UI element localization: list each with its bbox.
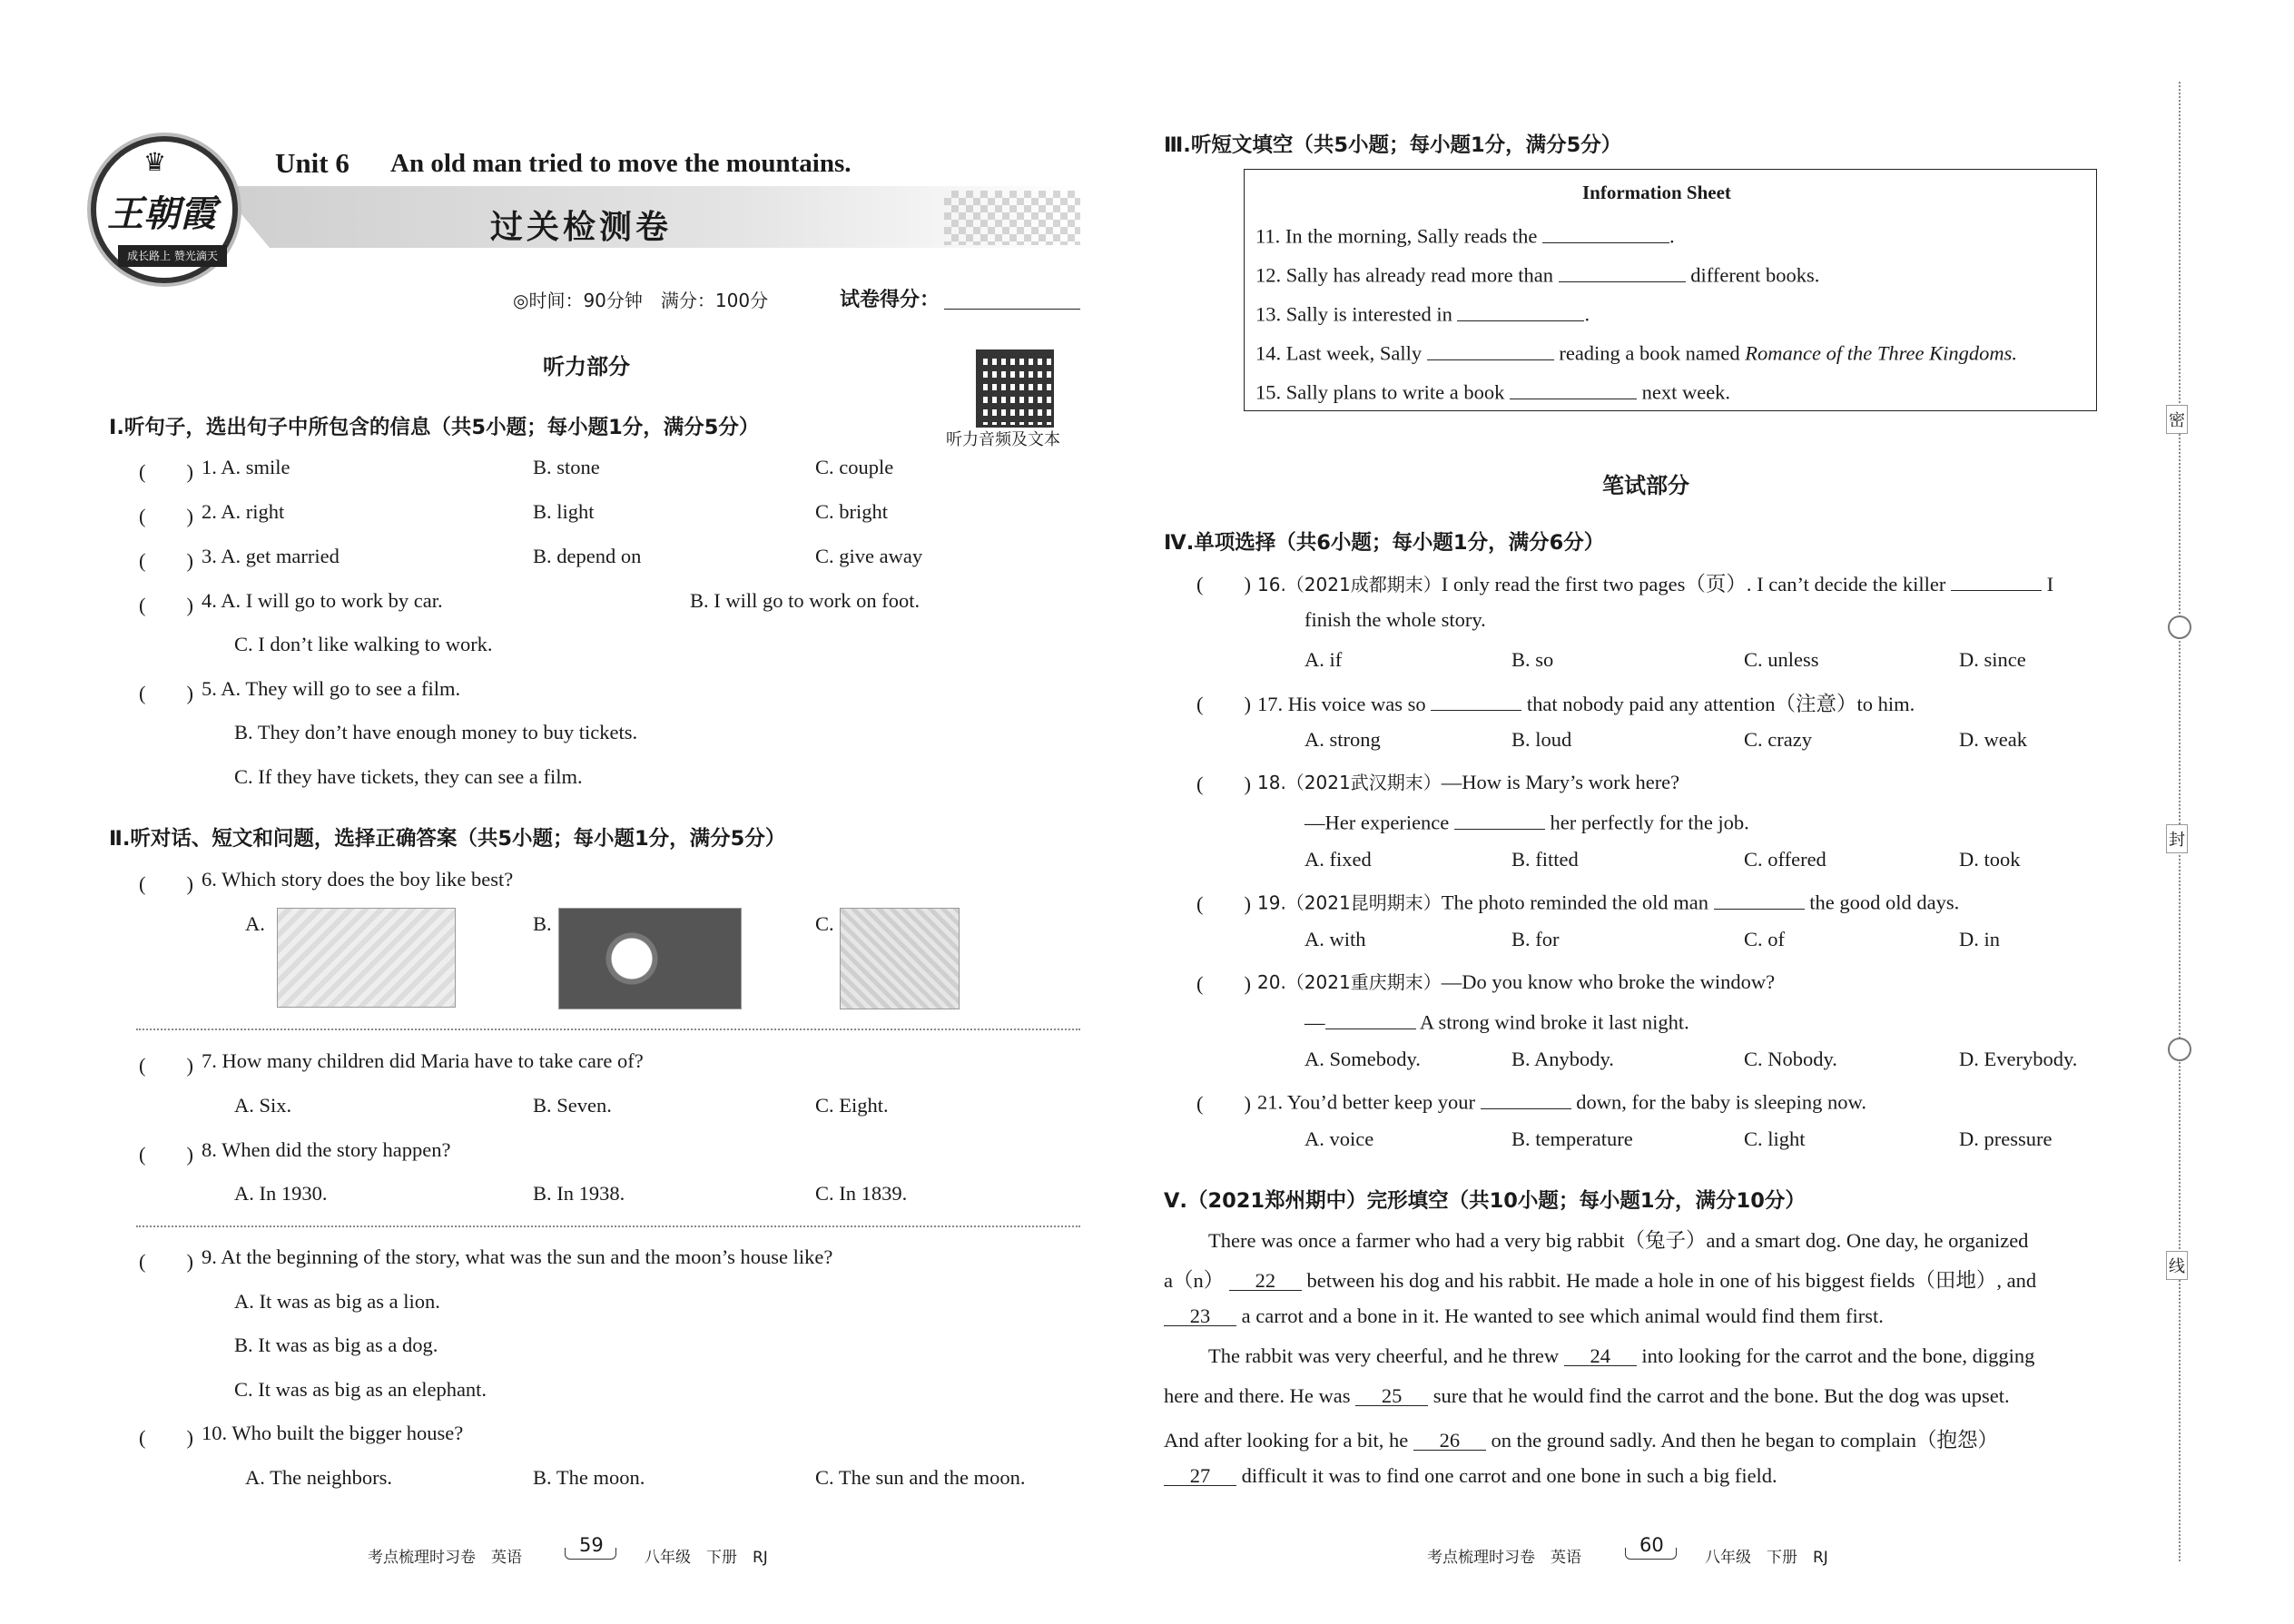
q18-a: A. fixed bbox=[1305, 848, 1372, 871]
blank-21[interactable] bbox=[1481, 1088, 1571, 1109]
info-line-14 bbox=[1255, 339, 2017, 366]
section-4-title: Ⅳ.单项选择（共6小题；每小题1分，满分6分） bbox=[1164, 531, 1605, 555]
info-sheet-box bbox=[1244, 169, 2097, 411]
blank-26[interactable] bbox=[1413, 1429, 1486, 1451]
q18-text: —How is Mary’s work here? bbox=[1441, 771, 1680, 793]
logo-text: 王朝霞 bbox=[107, 193, 216, 235]
q21-a: A. voice bbox=[1305, 1127, 1374, 1150]
q18-line2 bbox=[1305, 808, 1749, 835]
paren[interactable]: ( ) bbox=[139, 594, 193, 616]
q7-b: B. Seven. bbox=[533, 1094, 612, 1117]
writing-title: 笔试部分 bbox=[1602, 473, 1689, 498]
paren[interactable]: ( ) bbox=[139, 682, 193, 704]
q4-a: 4. A. I will go to work by car. bbox=[202, 589, 443, 612]
q18-source: 18.（2021武汉期末） bbox=[1257, 772, 1442, 793]
q17-text-end: that nobody paid any attention（注意）to him. bbox=[1526, 693, 1915, 715]
q18-c: C. offered bbox=[1744, 848, 1826, 871]
cloze-line-3 bbox=[1164, 1304, 1884, 1328]
section-3-title: Ⅲ.听短文填空（共5小题；每小题1分，满分5分） bbox=[1164, 133, 1622, 157]
q3-a: 3. A. get married bbox=[202, 545, 340, 567]
unit-title: An old man tried to move the mountains. bbox=[390, 149, 852, 178]
q20-dash: — bbox=[1305, 1010, 1325, 1034]
q8-b: B. In 1938. bbox=[533, 1182, 625, 1205]
score-label: 试卷得分： bbox=[840, 289, 940, 311]
blank-24[interactable] bbox=[1564, 1344, 1637, 1366]
q20-source: 20.（2021重庆期末） bbox=[1257, 971, 1442, 993]
q17-a: A. strong bbox=[1305, 728, 1381, 751]
paren[interactable]: ( ) bbox=[1196, 1092, 1251, 1115]
paren[interactable]: ( ) bbox=[1196, 773, 1251, 795]
info-line-12 bbox=[1255, 261, 1819, 288]
margin-icon-2 bbox=[2168, 1038, 2191, 1061]
q16-text-end: I bbox=[2046, 573, 2054, 595]
cloze-line-4 bbox=[1208, 1344, 2034, 1368]
margin-mark-2: 封 bbox=[2166, 824, 2188, 853]
q21-text: 21. You’d better keep your bbox=[1257, 1090, 1475, 1114]
q16-b: B. so bbox=[1511, 648, 1554, 671]
cloze-5-pre: here and there. He was bbox=[1164, 1384, 1351, 1407]
q21-line1 bbox=[1257, 1088, 1866, 1115]
q7-a: A. Six. bbox=[234, 1094, 292, 1117]
cloze-line-5 bbox=[1164, 1384, 2010, 1408]
divider bbox=[136, 1225, 1080, 1227]
info-12-text: 12. Sally has already read more than bbox=[1255, 263, 1554, 287]
logo-ribbon bbox=[118, 245, 227, 267]
info-14-mid: reading a book named bbox=[1559, 341, 1740, 365]
blank-17[interactable] bbox=[1431, 690, 1521, 712]
cloze-4-pre: The rabbit was very cheerful, and he threw bbox=[1208, 1344, 1560, 1367]
q19-c: C. of bbox=[1744, 928, 1785, 950]
info-15-end: next week. bbox=[1641, 380, 1731, 404]
q5-a: 5. A. They will go to see a film. bbox=[202, 677, 461, 700]
q18-text2-end: her perfectly for the job. bbox=[1550, 811, 1749, 834]
q10-stem: 10. Who built the bigger house? bbox=[202, 1422, 464, 1444]
q6-a: A. bbox=[245, 912, 265, 935]
divider bbox=[136, 1029, 1080, 1030]
q18-d: D. took bbox=[1959, 848, 2021, 871]
info-11-text: 11. In the morning, Sally reads the bbox=[1255, 224, 1538, 248]
info-11-end: . bbox=[1669, 224, 1675, 248]
logo-crown-icon: ♛ bbox=[143, 149, 167, 177]
q19-source: 19.（2021昆明期末） bbox=[1257, 891, 1442, 914]
paren[interactable]: ( ) bbox=[139, 549, 193, 572]
q9-a: A. It was as big as a lion. bbox=[234, 1290, 440, 1313]
paren[interactable]: ( ) bbox=[139, 460, 193, 483]
logo-sub2: 赞光滴天 bbox=[173, 250, 218, 262]
q17-b: B. loud bbox=[1511, 728, 1572, 751]
q9-c: C. It was as big as an elephant. bbox=[234, 1378, 487, 1401]
info-14-text: 14. Last week, Sally bbox=[1255, 341, 1423, 365]
margin-mark-3: 线 bbox=[2166, 1251, 2188, 1280]
page-number-bracket bbox=[1625, 1548, 1677, 1560]
paren[interactable]: ( ) bbox=[139, 1054, 193, 1077]
q6-b: B. bbox=[533, 912, 552, 935]
q9-stem: 9. At the beginning of the story, what was the sun and the moon’s house like? bbox=[202, 1245, 833, 1268]
info-14-book: Romance of the Three Kingdoms. bbox=[1745, 341, 2018, 365]
q20-a: A. Somebody. bbox=[1305, 1048, 1421, 1070]
q19-text: The photo reminded the old man bbox=[1441, 891, 1709, 914]
cloze-line-1: There was once a farmer who had a very big rabbit（兔子）and a smart dog. One day, he organized bbox=[1208, 1229, 2029, 1252]
q10-c: C. The sun and the moon. bbox=[815, 1466, 1026, 1489]
blank-11[interactable] bbox=[1542, 221, 1669, 243]
blank-22-num: 22 bbox=[1255, 1269, 1276, 1292]
paren[interactable]: ( ) bbox=[1196, 693, 1251, 715]
binding-line bbox=[2179, 82, 2181, 1561]
q6-picture-c[interactable] bbox=[840, 908, 960, 1009]
cloze-2-post: between his dog and his rabbit. He made a hole in one of his biggest fields（田地）, and bbox=[1306, 1269, 2037, 1292]
footer-grade: 八年级 下册 RJ bbox=[1705, 1549, 1828, 1567]
blank-20[interactable] bbox=[1325, 1008, 1416, 1029]
q20-c: C. Nobody. bbox=[1744, 1048, 1837, 1070]
unit-label: Unit 6 bbox=[275, 147, 350, 179]
q9-b: B. It was as big as a dog. bbox=[234, 1334, 438, 1356]
q16-line2: finish the whole story. bbox=[1305, 608, 1486, 631]
info-13-text: 13. Sally is interested in bbox=[1255, 302, 1452, 326]
q1-b: B. stone bbox=[533, 456, 600, 478]
info-12-end: different books. bbox=[1690, 263, 1820, 287]
blank-12[interactable] bbox=[1559, 261, 1686, 282]
section-5-title: Ⅴ.（2021郑州期中）完形填空（共10小题；每小题1分，满分10分） bbox=[1164, 1189, 1806, 1213]
q16-text: I only read the first two pages（页）. I can’t decide the killer bbox=[1441, 573, 1946, 595]
cloze-7-text: difficult it was to find one carrot and one bone in such a big field. bbox=[1241, 1464, 1777, 1487]
q17-c: C. crazy bbox=[1744, 728, 1812, 751]
blank-18[interactable] bbox=[1454, 808, 1545, 830]
footer-grade: 八年级 下册 RJ bbox=[645, 1549, 768, 1567]
blank-22[interactable] bbox=[1229, 1269, 1302, 1291]
q17-line1 bbox=[1257, 688, 1915, 717]
paren[interactable]: ( ) bbox=[1196, 972, 1251, 995]
q1-a: 1. A. smile bbox=[202, 456, 290, 478]
q16-line1 bbox=[1257, 568, 2053, 597]
q18-line1 bbox=[1257, 768, 1679, 794]
q20-line2 bbox=[1305, 1008, 1689, 1035]
info-sheet-title: Information Sheet bbox=[1582, 182, 1731, 203]
q17-text: 17. His voice was so bbox=[1257, 693, 1426, 715]
blank-26-num: 26 bbox=[1439, 1429, 1461, 1452]
q6-picture-b[interactable] bbox=[558, 908, 742, 1009]
paren[interactable]: ( ) bbox=[139, 1250, 193, 1273]
q19-d: D. in bbox=[1959, 928, 2000, 950]
q18-text2: —Her experience bbox=[1305, 811, 1450, 834]
checker-pattern bbox=[944, 191, 1080, 245]
paren[interactable]: ( ) bbox=[139, 505, 193, 527]
q1-c: C. couple bbox=[815, 456, 894, 478]
q19-text-end: the good old days. bbox=[1809, 891, 1960, 914]
blank-24-num: 24 bbox=[1590, 1344, 1610, 1367]
q16-c: C. unless bbox=[1744, 648, 1819, 671]
cloze-4-post: into looking for the carrot and the bone, digging bbox=[1641, 1344, 2035, 1367]
q6-stem: 6. Which story does the boy like best? bbox=[202, 868, 514, 891]
page-number: 60 bbox=[1639, 1534, 1664, 1556]
q17-d: D. weak bbox=[1959, 728, 2027, 751]
qr-code[interactable] bbox=[976, 349, 1054, 428]
info-line-13 bbox=[1255, 300, 1590, 327]
score-blank[interactable] bbox=[944, 309, 1080, 310]
blank-14[interactable] bbox=[1427, 339, 1554, 360]
page-number: 59 bbox=[579, 1534, 604, 1556]
q18-b: B. fitted bbox=[1511, 848, 1579, 871]
blank-23[interactable] bbox=[1164, 1304, 1236, 1326]
page-number-bracket bbox=[565, 1548, 616, 1560]
q5-b: B. They don’t have enough money to buy tickets. bbox=[234, 721, 638, 743]
q10-a: A. The neighbors. bbox=[245, 1466, 393, 1489]
blank-27-num: 27 bbox=[1189, 1464, 1211, 1487]
q20-text: —Do you know who broke the window? bbox=[1441, 970, 1776, 993]
cloze-line-7 bbox=[1164, 1464, 1777, 1488]
footer-book: 考点梳理时习卷 英语 bbox=[1427, 1549, 1581, 1567]
footer-book: 考点梳理时习卷 英语 bbox=[368, 1549, 522, 1567]
q16-d: D. since bbox=[1959, 648, 2026, 671]
paren[interactable]: ( ) bbox=[139, 1426, 193, 1449]
margin-mark-1: 密 bbox=[2166, 405, 2188, 434]
banner-title: 过关检测卷 bbox=[490, 209, 673, 246]
cloze-6-post: on the ground sadly. And then he began to complain（抱怨） bbox=[1491, 1429, 1998, 1452]
q19-line1 bbox=[1257, 888, 1959, 915]
logo-sub1: 成长路上 bbox=[127, 250, 172, 262]
q20-b: B. Anybody. bbox=[1511, 1048, 1614, 1070]
q21-text-end: down, for the baby is sleeping now. bbox=[1576, 1090, 1866, 1114]
margin-icon-1 bbox=[2168, 615, 2191, 639]
q2-b: B. light bbox=[533, 500, 595, 523]
q7-stem: 7. How many children did Maria have to take care of? bbox=[202, 1049, 644, 1072]
section-1-title: Ⅰ.听句子，选出句子中所包含的信息（共5小题；每小题1分，满分5分） bbox=[109, 416, 760, 439]
cloze-2-pre: a（n） bbox=[1164, 1269, 1225, 1292]
info-13-end: . bbox=[1584, 302, 1590, 326]
q6-picture-a[interactable] bbox=[277, 908, 456, 1008]
q8-stem: 8. When did the story happen? bbox=[202, 1138, 451, 1161]
blank-25[interactable] bbox=[1355, 1384, 1428, 1406]
q20-line1 bbox=[1257, 968, 1775, 994]
q8-a: A. In 1930. bbox=[234, 1182, 328, 1205]
info-line-15 bbox=[1255, 378, 1730, 405]
q10-b: B. The moon. bbox=[533, 1466, 645, 1489]
q16-source: 16.（2021成都期末） bbox=[1257, 574, 1442, 595]
q2-a: 2. A. right bbox=[202, 500, 285, 523]
blank-16[interactable] bbox=[1951, 570, 2042, 592]
blank-25-num: 25 bbox=[1381, 1384, 1403, 1407]
section-2-title: Ⅱ.听对话、短文和问题，选择正确答案（共5小题；每小题1分，满分5分） bbox=[109, 827, 786, 851]
q5-c: C. If they have tickets, they can see a film. bbox=[234, 765, 583, 788]
blank-13[interactable] bbox=[1457, 300, 1584, 321]
q8-c: C. In 1839. bbox=[815, 1182, 908, 1205]
cloze-6-pre: And after looking for a bit, he bbox=[1164, 1429, 1409, 1452]
listening-title: 听力部分 bbox=[543, 354, 630, 379]
q6-c: C. bbox=[815, 912, 834, 935]
blank-23-num: 23 bbox=[1189, 1304, 1211, 1327]
paren[interactable]: ( ) bbox=[139, 1143, 193, 1166]
q21-d: D. pressure bbox=[1959, 1127, 2053, 1150]
q19-b: B. for bbox=[1511, 928, 1560, 950]
q7-c: C. Eight. bbox=[815, 1094, 889, 1117]
cloze-5-post: sure that he would find the carrot and the bone. But the dog was upset. bbox=[1433, 1384, 2010, 1407]
cloze-3-text: a carrot and a bone in it. He wanted to see which animal would find them first. bbox=[1241, 1304, 1884, 1327]
q20-d: D. Everybody. bbox=[1959, 1048, 2078, 1070]
q2-c: C. bright bbox=[815, 500, 889, 523]
q21-c: C. light bbox=[1744, 1127, 1806, 1150]
q3-b: B. depend on bbox=[533, 545, 642, 567]
blank-27[interactable] bbox=[1164, 1464, 1236, 1486]
q19-a: A. with bbox=[1305, 928, 1366, 950]
cloze-line-6 bbox=[1164, 1424, 1998, 1453]
qr-caption: 听力音频及文本 bbox=[946, 430, 1060, 449]
q16-a: A. if bbox=[1305, 648, 1343, 671]
blank-19[interactable] bbox=[1714, 888, 1805, 910]
exam-meta: ◎时间：90分钟 满分：100分 bbox=[513, 290, 769, 311]
info-line-11 bbox=[1255, 221, 1675, 249]
cloze-line-2 bbox=[1164, 1265, 2036, 1294]
q4-b: B. I will go to work on foot. bbox=[690, 589, 921, 612]
q3-c: C. give away bbox=[815, 545, 923, 567]
paren[interactable]: ( ) bbox=[1196, 892, 1251, 915]
q21-b: B. temperature bbox=[1511, 1127, 1633, 1150]
paren[interactable]: ( ) bbox=[1196, 573, 1251, 595]
info-15-text: 15. Sally plans to write a book bbox=[1255, 380, 1505, 404]
paren[interactable]: ( ) bbox=[139, 872, 193, 895]
blank-15[interactable] bbox=[1510, 378, 1637, 399]
q20-text2-end: A strong wind broke it last night. bbox=[1419, 1010, 1689, 1034]
q4-c: C. I don’t like walking to work. bbox=[234, 633, 493, 655]
